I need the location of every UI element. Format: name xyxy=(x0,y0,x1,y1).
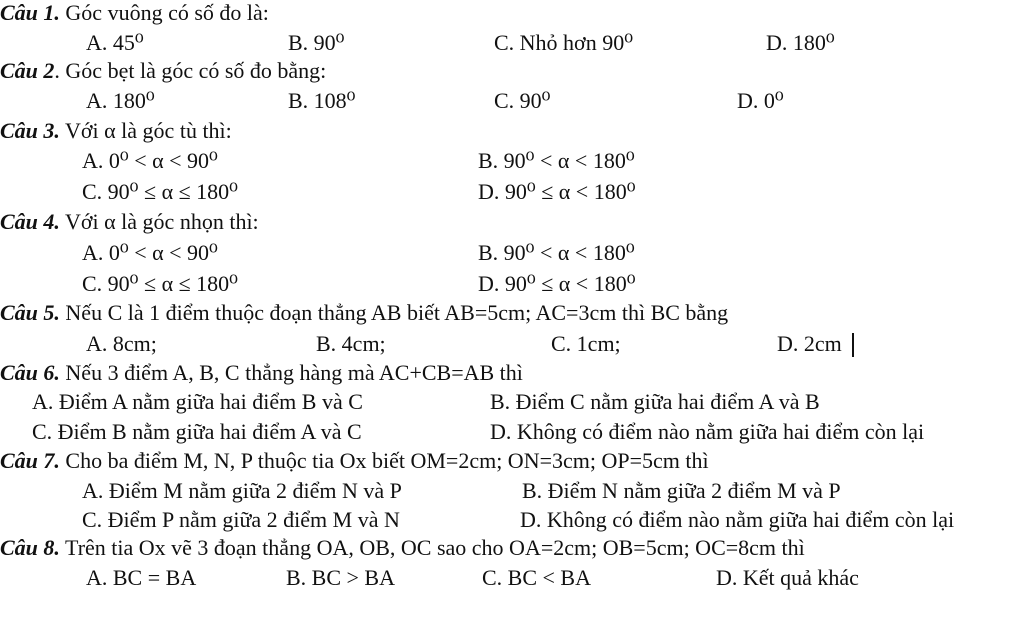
question-1-label: Câu 1. xyxy=(0,0,60,25)
question-1 xyxy=(0,0,269,28)
question-3-option-d: D. 90⁰ ≤ α < 180⁰ xyxy=(478,179,636,204)
question-7-text: Cho ba điểm M, N, P thuộc tia Ox biết OM=2cm; ON=3cm; OP=5cm thì xyxy=(59,448,709,473)
question-6-label: Câu 6. xyxy=(0,360,60,385)
question-4 xyxy=(0,207,259,237)
question-5-option-a: A. 8cm; xyxy=(86,331,157,356)
question-4-option-a: A. 0⁰ < α < 90⁰ xyxy=(82,240,218,265)
question-6-option-c: C. Điểm B nằm giữa hai điểm A và C xyxy=(32,419,362,444)
question-7-label: Câu 7. xyxy=(0,448,60,473)
question-3-text: Với α là góc tù thì: xyxy=(59,118,232,143)
question-3 xyxy=(0,116,232,146)
question-2-option-d: D. 0⁰ xyxy=(737,88,784,113)
question-8-option-b: B. BC > BA xyxy=(286,565,395,590)
question-8 xyxy=(0,533,805,563)
question-7-option-d: D. Không có điểm nào nằm giữa hai điểm còn lại xyxy=(520,507,955,532)
question-2-option-c: C. 90⁰ xyxy=(494,88,551,113)
question-1-option-b: B. 90⁰ xyxy=(288,30,345,55)
question-8-option-c: C. BC < BA xyxy=(482,565,591,590)
question-4-label: Câu 4. xyxy=(0,209,60,234)
question-2-option-a: A. 180⁰ xyxy=(86,88,155,113)
question-1-option-a: A. 45⁰ xyxy=(86,30,144,55)
question-4-option-d: D. 90⁰ ≤ α < 180⁰ xyxy=(478,271,636,296)
question-7-option-a: A. Điểm M nằm giữa 2 điểm N và P xyxy=(82,478,402,503)
question-7 xyxy=(0,446,709,476)
question-1-option-d: D. 180⁰ xyxy=(766,30,835,55)
question-6-option-b: B. Điểm C nằm giữa hai điểm A và B xyxy=(490,389,820,414)
question-5-option-d: D. 2cm xyxy=(777,331,842,356)
question-4-option-c: C. 90⁰ ≤ α ≤ 180⁰ xyxy=(82,271,238,296)
question-8-text: Trên tia Ox vẽ 3 đoạn thẳng OA, OB, OC sao cho OA=2cm; OB=5cm; OC=8cm thì xyxy=(59,535,805,560)
question-2-text: . Góc bẹt là góc có số đo bằng: xyxy=(54,58,327,83)
question-8-option-d: D. Kết quả khác xyxy=(716,565,859,590)
question-4-option-b: B. 90⁰ < α < 180⁰ xyxy=(478,240,635,265)
question-2-label: Câu 2 xyxy=(0,58,55,83)
question-3-label: Câu 3. xyxy=(0,118,60,143)
question-3-option-a: A. 0⁰ < α < 90⁰ xyxy=(82,148,218,173)
question-7-option-c: C. Điểm P nằm giữa 2 điểm M và N xyxy=(82,507,400,532)
question-5-option-c: C. 1cm; xyxy=(551,331,621,356)
question-2 xyxy=(0,56,326,86)
question-1-text: Góc vuông có số đo là: xyxy=(59,0,269,25)
text-cursor xyxy=(852,333,854,357)
question-1-option-c: C. Nhỏ hơn 90⁰ xyxy=(494,30,634,55)
question-6-text: Nếu 3 điểm A, B, C thẳng hàng mà AC+CB=AB thì xyxy=(59,360,523,385)
question-3-option-c: C. 90⁰ ≤ α ≤ 180⁰ xyxy=(82,179,238,204)
question-5-text: Nếu C là 1 điểm thuộc đoạn thẳng AB biết AB=5cm; AC=3cm thì BC bằng xyxy=(59,300,729,325)
question-6 xyxy=(0,358,523,388)
question-6-option-d: D. Không có điểm nào nằm giữa hai điểm còn lại xyxy=(490,419,925,444)
question-8-label: Câu 8. xyxy=(0,535,60,560)
question-4-text: Với α là góc nhọn thì: xyxy=(59,209,259,234)
question-3-option-b: B. 90⁰ < α < 180⁰ xyxy=(478,148,635,173)
question-8-option-a: A. BC = BA xyxy=(86,565,197,590)
question-5-option-b: B. 4cm; xyxy=(316,331,386,356)
question-5 xyxy=(0,298,728,328)
question-2-option-b: B. 108⁰ xyxy=(288,88,356,113)
question-5-label: Câu 5. xyxy=(0,300,60,325)
question-6-option-a: A. Điểm A nằm giữa hai điểm B và C xyxy=(32,389,363,414)
question-7-option-b: B. Điểm N nằm giữa 2 điểm M và P xyxy=(522,478,841,503)
